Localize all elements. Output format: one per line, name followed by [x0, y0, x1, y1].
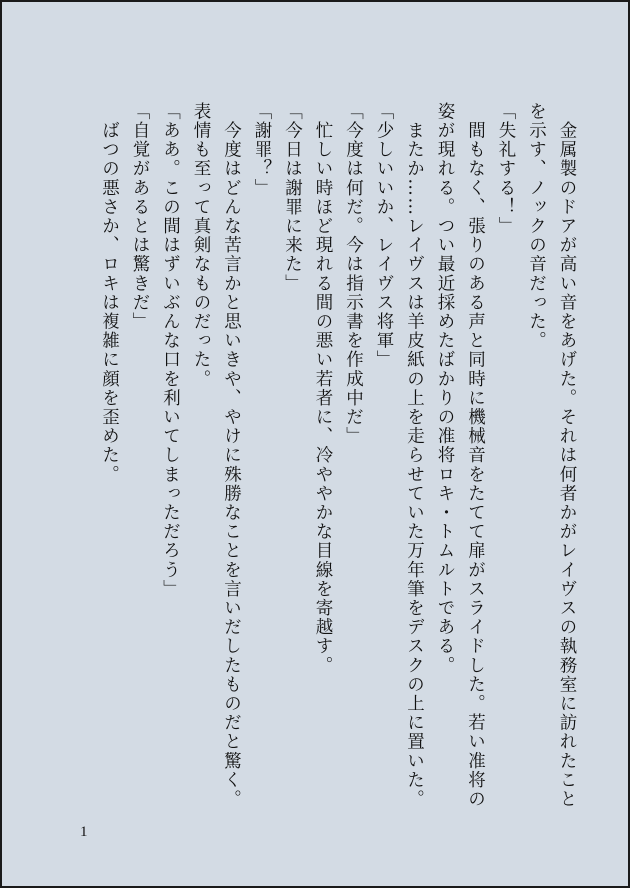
page-number: 1 — [80, 824, 88, 840]
paragraph: 「今日は謝罪に来た」 — [282, 102, 303, 293]
paragraph: 忙しい時ほど現れる間の悪い若者に、冷ややかな目線を寄越す。 — [313, 102, 333, 675]
paragraph: 「今度は何だ。今は指示書を作成中だ」 — [343, 102, 364, 446]
paragraph: 「失礼する！」 — [496, 102, 516, 236]
paragraph: 「自覚があるとは驚きだ」 — [130, 102, 150, 332]
paragraph: 「ああ。この間はずいぶんな口を利いてしまっただろう」 — [160, 102, 181, 599]
vertical-text-body — [62, 102, 582, 822]
paragraph: 今度はどんな苦言かと思いきや、やけに殊勝なことを言いだしたものだと驚く。表情も至って真剣なものだった。 — [191, 102, 242, 809]
paragraph: 「謝罪？」 — [252, 102, 272, 198]
paragraph: またか……レイヴスは羊皮紙の上を走らせていた万年筆をデスクの上に置いた。 — [404, 102, 425, 809]
paragraph: 「少しいいか、レイヴス将軍」 — [374, 102, 394, 370]
paragraph: 金属製のドアが高い音をあげた。それは何者かがレイヴスの執務室に訪れたことを示す、ノックの音だった。 — [526, 102, 577, 809]
paragraph: 間もなく、張りのある声と同時に機械音をたてて扉がスライドした。若い准将の姿が現れる。つい最近採めたばかりの准将ロキ・トムルトである。 — [435, 102, 486, 809]
paragraph: ばつの悪さか、ロキは複雑に顔を歪めた。 — [99, 102, 120, 484]
